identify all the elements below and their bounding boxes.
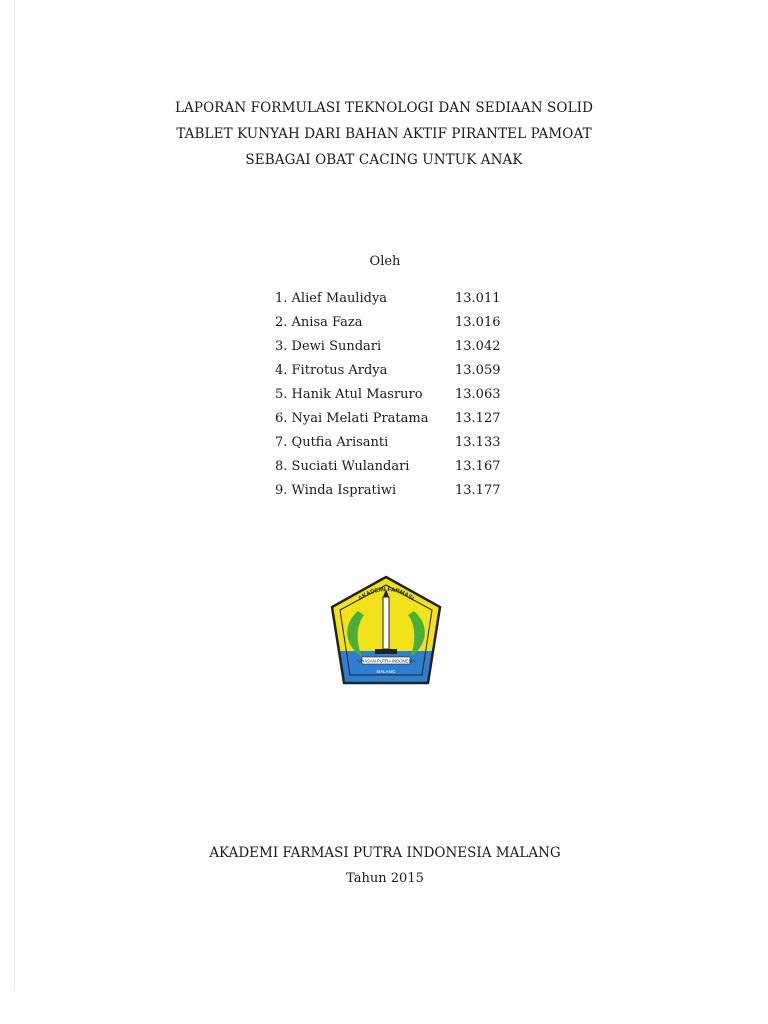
member-row xyxy=(275,289,515,313)
member-name: 4. Fitrotus Ardya xyxy=(275,363,388,378)
monument-icon xyxy=(383,597,389,649)
member-nim: 13.059 xyxy=(455,363,501,378)
crest-ribbon-text: YAYASAN PUTRA INDONESIA xyxy=(356,658,416,664)
member-name: 9. Winda Ispratiwi xyxy=(275,483,397,498)
report-title xyxy=(0,95,768,173)
member-name: 6. Nyai Melati Pratama xyxy=(275,411,429,426)
member-nim: 13.167 xyxy=(455,459,501,474)
member-row xyxy=(275,481,515,505)
member-nim: 13.127 xyxy=(455,411,501,426)
member-name: 7. Qutfia Arisanti xyxy=(275,435,389,450)
akademi-farmasi-crest-icon xyxy=(328,573,444,687)
member-row xyxy=(275,337,515,361)
member-name: 2. Anisa Faza xyxy=(275,315,363,330)
member-name: 8. Suciati Wulandari xyxy=(275,459,410,474)
member-list xyxy=(275,289,515,505)
member-name: 5. Hanik Atul Masruro xyxy=(275,387,423,402)
member-row xyxy=(275,385,515,409)
crest-bottom-text: MALANG xyxy=(376,669,396,674)
member-nim: 13.011 xyxy=(455,291,501,306)
title-line-2: TABLET KUNYAH DARI BAHAN AKTIF PIRANTEL PAMOAT xyxy=(176,126,592,142)
member-nim: 13.133 xyxy=(455,435,501,450)
member-row xyxy=(275,361,515,385)
report-year: Tahun 2015 xyxy=(346,871,424,886)
crest-top-text: AKADEMI FARMASI xyxy=(357,586,415,603)
member-row xyxy=(275,433,515,457)
member-nim: 13.016 xyxy=(455,315,501,330)
member-name: 1. Alief Maulidya xyxy=(275,291,388,306)
by-label: Oleh xyxy=(369,254,401,269)
monument-base-icon xyxy=(375,649,397,654)
institution-name: AKADEMI FARMASI PUTRA INDONESIA MALANG xyxy=(209,845,561,861)
member-row xyxy=(275,409,515,433)
member-nim: 13.042 xyxy=(455,339,501,354)
member-nim: 13.177 xyxy=(455,483,501,498)
title-line-1: LAPORAN FORMULASI TEKNOLOGI DAN SEDIAAN SOLID xyxy=(174,100,593,116)
title-line-3: SEBAGAI OBAT CACING UNTUK ANAK xyxy=(245,152,523,168)
member-row xyxy=(275,313,515,337)
member-nim: 13.063 xyxy=(455,387,501,402)
member-name: 3. Dewi Sundari xyxy=(275,339,382,354)
member-row xyxy=(275,457,515,481)
